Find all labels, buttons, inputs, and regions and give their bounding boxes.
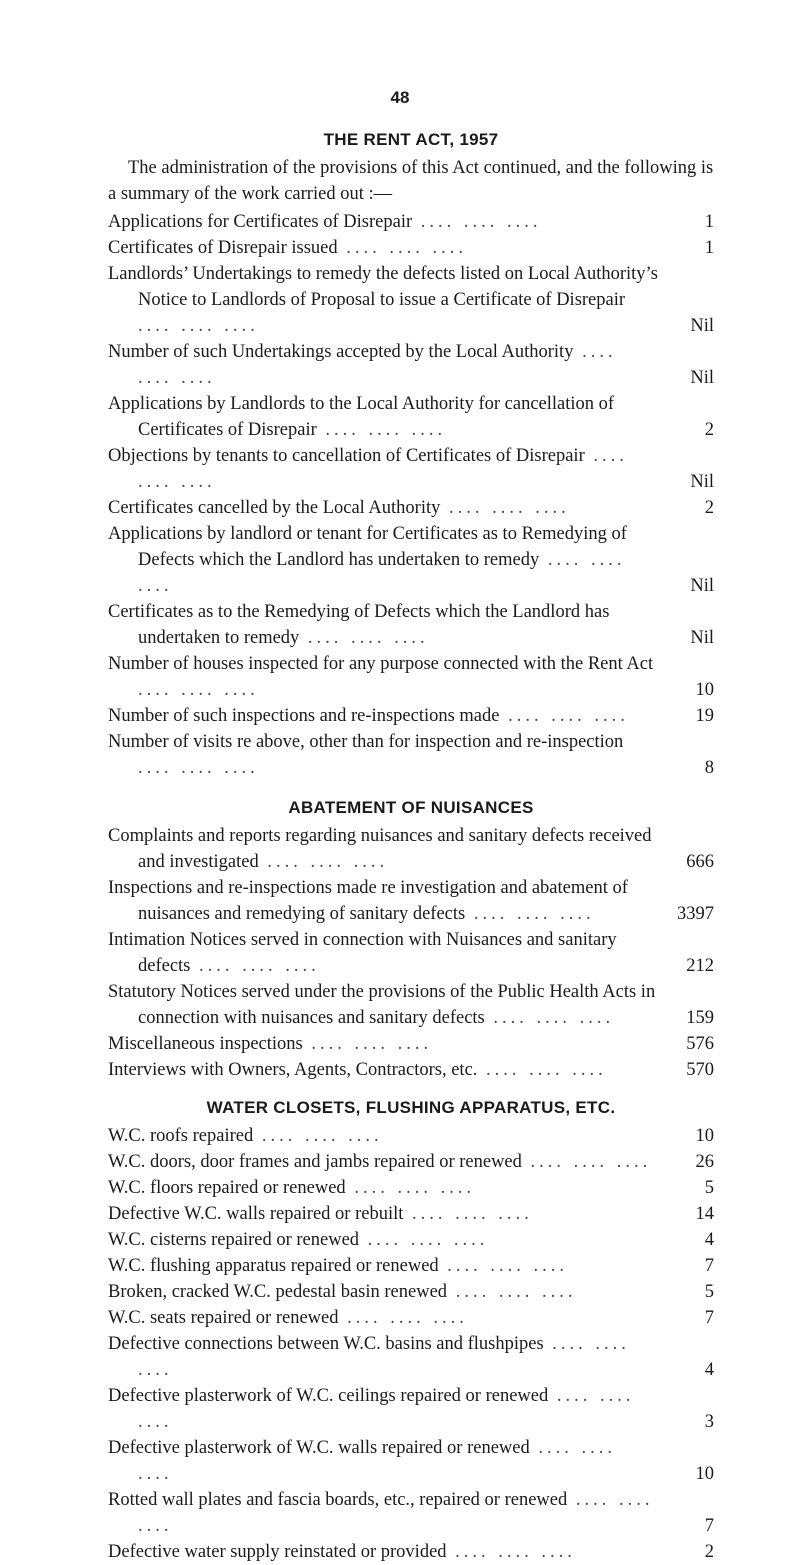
- dot-leaders: .... .... ....: [138, 758, 259, 778]
- list-item: [108, 1331, 714, 1383]
- list-item: [108, 1279, 714, 1305]
- item-label: [108, 1227, 658, 1253]
- dot-leaders: .... .... ....: [138, 1334, 630, 1380]
- item-label: [108, 1201, 658, 1227]
- dot-leaders: .... .... ....: [302, 1034, 433, 1054]
- section-heading: ABATEMENT OF NUISANCES: [288, 798, 534, 817]
- item-value: Nil: [690, 472, 714, 492]
- item-value: 159: [686, 1008, 714, 1028]
- item-label: [108, 1253, 658, 1279]
- item-value: 5: [704, 1178, 714, 1198]
- dot-leaders: .... .... ....: [138, 1386, 635, 1432]
- dot-leaders: .... .... ....: [258, 852, 389, 872]
- item-label: [108, 729, 658, 781]
- item-value: 4: [704, 1360, 714, 1380]
- item-label: [108, 1279, 658, 1305]
- item-label-text: Applications by Landlords to the Local Authority for cancellation of Certificates of Disrepair: [108, 394, 615, 440]
- item-value: 7: [704, 1516, 714, 1536]
- item-label-text: W.C. doors, door frames and jambs repaired or renewed: [108, 1152, 522, 1172]
- item-value: 3397: [677, 904, 714, 924]
- item-label-text: Applications by landlord or tenant for Certificates as to Remedying of Defects which the Landlord has undertaken to remedy: [108, 524, 627, 570]
- list-item: [108, 1253, 714, 1279]
- dot-leaders: .... .... ....: [138, 680, 259, 700]
- item-label: [108, 1305, 658, 1331]
- item-value: 14: [695, 1204, 714, 1224]
- dot-leaders: .... .... ....: [138, 446, 628, 492]
- list-item: [108, 339, 714, 391]
- list-item: [108, 1227, 714, 1253]
- list-item: [108, 209, 714, 235]
- item-label: [108, 1175, 658, 1201]
- dot-leaders: .... .... ....: [138, 1438, 616, 1484]
- list-item: [108, 1435, 714, 1487]
- item-label-text: Landlords’ Undertakings to remedy the defects listed on Local Authority’s Notice to Landlords of Proposal to issue a Certificate of Disrepair: [108, 264, 658, 310]
- item-value: 10: [695, 680, 714, 700]
- item-label-text: W.C. cisterns repaired or renewed: [108, 1230, 360, 1250]
- item-label-text: Defective W.C. walls repaired or rebuilt: [108, 1204, 404, 1224]
- item-label-text: Intimation Notices served in connection with Nuisances and sanitary defects: [108, 930, 617, 976]
- list-item: [108, 1175, 714, 1201]
- item-label-text: Inspections and re-inspections made re investigation and abatement of nuisances and remedying of sanitary defects: [108, 878, 628, 924]
- section-heading: THE RENT ACT, 1957: [323, 130, 499, 149]
- item-value: Nil: [690, 368, 714, 388]
- dot-leaders: .... .... ....: [465, 904, 595, 924]
- item-value: 5: [704, 1282, 714, 1302]
- item-label-text: W.C. floors repaired or renewed: [108, 1178, 346, 1198]
- item-label-text: Complaints and reports regarding nuisances and sanitary defects received and investigated: [108, 826, 652, 872]
- item-label: [108, 927, 658, 979]
- list-item: [108, 703, 714, 729]
- item-value: 7: [704, 1308, 714, 1328]
- item-label: [108, 1331, 658, 1383]
- item-label: [108, 1487, 658, 1539]
- section-rent-act: [108, 127, 714, 781]
- item-label: [108, 261, 658, 339]
- dot-leaders: .... .... ....: [521, 1152, 652, 1172]
- item-label: [108, 651, 658, 703]
- dot-leaders: .... .... ....: [138, 550, 626, 596]
- item-label: [108, 209, 658, 235]
- item-label: [108, 875, 658, 927]
- item-label: [108, 979, 658, 1031]
- item-label-text: Number of houses inspected for any purpose connected with the Rent Act: [108, 654, 654, 674]
- dot-leaders: .... .... ....: [359, 1230, 489, 1250]
- item-label-text: W.C. seats repaired or renewed: [108, 1308, 339, 1328]
- item-label: [108, 521, 658, 599]
- list-item: [108, 979, 714, 1031]
- section-abatement-of-nuisances: [108, 795, 714, 1083]
- item-label-text: Applications for Certificates of Disrepair: [108, 212, 413, 232]
- item-label-text: Broken, cracked W.C. pedestal basin renewed: [108, 1282, 448, 1302]
- item-label-text: W.C. flushing apparatus repaired or renewed: [108, 1256, 439, 1276]
- list-item: [108, 1123, 714, 1149]
- item-value: 2: [704, 498, 714, 518]
- item-label: [108, 1149, 658, 1175]
- item-label: [108, 1031, 658, 1057]
- list-item: [108, 521, 714, 599]
- item-label: [108, 443, 658, 495]
- item-label-text: Number of visits re above, other than for inspection and re-inspection: [108, 732, 624, 752]
- item-label-text: Certificates cancelled by the Local Authority: [108, 498, 441, 518]
- list-item: [108, 391, 714, 443]
- dot-leaders: .... .... ....: [447, 1282, 577, 1302]
- item-label-text: Number of such Undertakings accepted by the Local Authority: [108, 342, 574, 362]
- item-label: [108, 1383, 658, 1435]
- list-item: [108, 1201, 714, 1227]
- item-label-text: Number of such inspections and re-inspections made: [108, 706, 500, 726]
- item-list: [108, 823, 714, 1083]
- item-label: [108, 1435, 658, 1487]
- section-heading: WATER CLOSETS, FLUSHING APPARATUS, ETC.: [206, 1098, 616, 1117]
- page-content: [108, 127, 714, 1565]
- item-value: Nil: [690, 316, 714, 336]
- item-label: [108, 1539, 658, 1565]
- dot-leaders: .... .... ....: [440, 498, 570, 518]
- page-number: 48: [390, 88, 410, 107]
- item-label-text: Defective water supply reinstated or provided: [108, 1542, 447, 1562]
- dot-leaders: .... .... ....: [337, 238, 468, 258]
- list-item: [108, 1305, 714, 1331]
- list-item: [108, 1031, 714, 1057]
- item-label-text: Certificates of Disrepair issued: [108, 238, 338, 258]
- list-item: [108, 261, 714, 339]
- item-label-text: Interviews with Owners, Agents, Contractors, etc.: [108, 1060, 478, 1080]
- item-value: 26: [695, 1152, 714, 1172]
- item-value: 576: [686, 1034, 714, 1054]
- dot-leaders: .... .... ....: [446, 1542, 576, 1562]
- list-item: [108, 443, 714, 495]
- item-list: [108, 209, 714, 781]
- item-label: [108, 339, 658, 391]
- item-label-text: Miscellaneous inspections: [108, 1034, 303, 1054]
- dot-leaders: .... .... ....: [138, 316, 259, 336]
- item-label-text: W.C. roofs repaired: [108, 1126, 254, 1146]
- dot-leaders: .... .... ....: [316, 420, 447, 440]
- item-label: [108, 823, 658, 875]
- list-item: [108, 875, 714, 927]
- section-intro: The administration of the provisions of this Act continued, and the following is a summary of the work carried out :—: [108, 158, 714, 204]
- item-label-text: Objections by tenants to cancellation of Certificates of Disrepair: [108, 446, 585, 466]
- dot-leaders: .... .... ....: [499, 706, 629, 726]
- item-label: [108, 599, 658, 651]
- dot-leaders: .... .... ....: [403, 1204, 533, 1224]
- item-label: [108, 235, 658, 261]
- list-item: [108, 651, 714, 703]
- item-label-text: Defective plasterwork of W.C. ceilings repaired or renewed: [108, 1386, 549, 1406]
- dot-leaders: .... .... ....: [412, 212, 542, 232]
- item-value: 2: [704, 1542, 714, 1562]
- list-item: [108, 1149, 714, 1175]
- item-label: [108, 391, 658, 443]
- item-value: 666: [686, 852, 714, 872]
- dot-leaders: .... .... ....: [253, 1126, 383, 1146]
- item-value: 1: [704, 212, 714, 232]
- item-label: [108, 703, 658, 729]
- item-value: 8: [704, 758, 714, 778]
- dot-leaders: .... .... ....: [477, 1060, 607, 1080]
- item-label-text: Rotted wall plates and fascia boards, etc., repaired or renewed: [108, 1490, 568, 1510]
- item-value: 19: [695, 706, 714, 726]
- item-label: [108, 1123, 658, 1149]
- item-value: 7: [704, 1256, 714, 1276]
- list-item: [108, 1057, 714, 1083]
- dot-leaders: .... .... ....: [438, 1256, 569, 1276]
- item-value: 212: [686, 956, 714, 976]
- list-item: [108, 1487, 714, 1539]
- item-list: [108, 1123, 714, 1565]
- item-value: 10: [695, 1126, 714, 1146]
- list-item: [108, 235, 714, 261]
- item-value: 4: [704, 1230, 714, 1250]
- dot-leaders: .... .... ....: [338, 1308, 468, 1328]
- dot-leaders: .... .... ....: [345, 1178, 476, 1198]
- list-item: [108, 823, 714, 875]
- dot-leaders: .... .... ....: [484, 1008, 615, 1028]
- item-value: 2: [704, 420, 714, 440]
- dot-leaders: .... .... ....: [138, 1490, 654, 1536]
- item-value: 3: [704, 1412, 714, 1432]
- item-label-text: Defective connections between W.C. basins and flushpipes: [108, 1334, 544, 1354]
- dot-leaders: .... .... ....: [299, 628, 429, 648]
- list-item: [108, 495, 714, 521]
- item-value: Nil: [690, 576, 714, 596]
- item-value: 570: [686, 1060, 714, 1080]
- section-water-closets: [108, 1095, 714, 1565]
- item-value: 1: [704, 238, 714, 258]
- list-item: [108, 1383, 714, 1435]
- item-label-text: Statutory Notices served under the provisions of the Public Health Acts in connection with nuisances and sanitary defects: [108, 982, 656, 1028]
- item-label: [108, 495, 658, 521]
- list-item: [108, 729, 714, 781]
- item-label: [108, 1057, 658, 1083]
- dot-leaders: .... .... ....: [190, 956, 320, 976]
- dot-leaders: .... .... ....: [138, 342, 617, 388]
- item-value: Nil: [690, 628, 714, 648]
- list-item: [108, 599, 714, 651]
- item-label-text: Certificates as to the Remedying of Defects which the Landlord has undertaken to remedy: [108, 602, 610, 648]
- list-item: [108, 1539, 714, 1565]
- list-item: [108, 927, 714, 979]
- item-label-text: Defective plasterwork of W.C. walls repaired or renewed: [108, 1438, 530, 1458]
- item-value: 10: [695, 1464, 714, 1484]
